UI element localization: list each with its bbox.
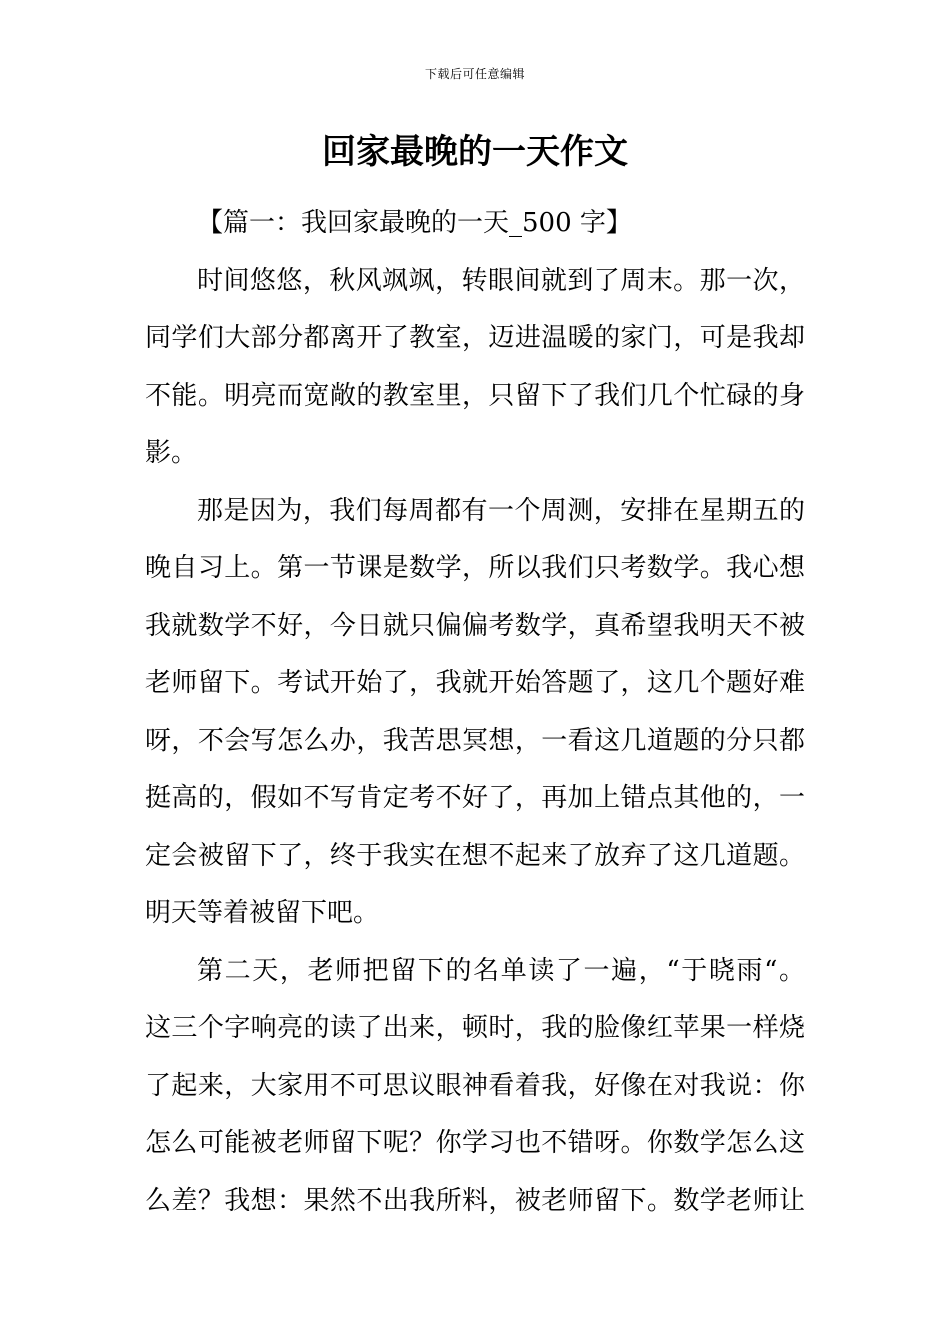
article-body — [145, 195, 805, 1230]
text-line: 明天等着被留下吧。 — [145, 898, 380, 928]
text-line: 这三个字响亮的读了出来，顿时，我的脸像红苹果一样烧 — [145, 1013, 805, 1043]
text-line: 么差？我想：果然不出我所料，被老师留下。数学老师让 — [145, 1185, 805, 1216]
text-line: 那是因为，我们每周都有一个周测，安排在星期五的 — [197, 495, 805, 526]
paragraph-3 — [145, 943, 805, 1231]
text-line: 定会被留下了，终于我实在想不起来了放弃了这几道题。 — [145, 840, 805, 871]
text-line: 怎么可能被老师留下呢？你学习也不错呀。你数学怎么这 — [145, 1128, 805, 1158]
text-line: 挺高的，假如不写肯定考不好了，再加上错点其他的，一 — [145, 783, 805, 813]
text-line: 时间悠悠，秋风飒飒，转眼间就到了周末。那一次， — [197, 265, 805, 296]
page-header-note: 下载后可任意编辑 — [424, 67, 525, 81]
document-title: 回家最晚的一天作文 — [322, 132, 628, 172]
text-line: 呀，不会写怎么办，我苦思冥想，一看这几道题的分只都 — [145, 725, 805, 756]
paragraph-1 — [145, 253, 805, 483]
text-line: 老师留下。考试开始了，我就开始答题了，这几个题好难 — [145, 668, 805, 698]
text-line: 了起来，大家用不可思议眼神看着我，好像在对我说：你 — [145, 1070, 805, 1101]
text-line: 第二天，老师把留下的名单读了一遍，“于晓雨“。 — [197, 955, 805, 986]
text-line: 同学们大部分都离开了教室，迈进温暖的家门，可是我却 — [145, 323, 805, 353]
text-line: 晚自习上。第一节课是数学，所以我们只考数学。我心想 — [145, 553, 805, 583]
text-line: 我就数学不好，今日就只偏偏考数学，真希望我明天不被 — [145, 610, 805, 641]
section-heading: 【篇一：我回家最晚的一天_500 字】 — [197, 208, 632, 238]
paragraph-2 — [145, 483, 805, 943]
text-line: 不能。明亮而宽敞的教室里，只留下了我们几个忙碌的身 — [145, 380, 805, 411]
text-line: 影。 — [145, 438, 198, 468]
